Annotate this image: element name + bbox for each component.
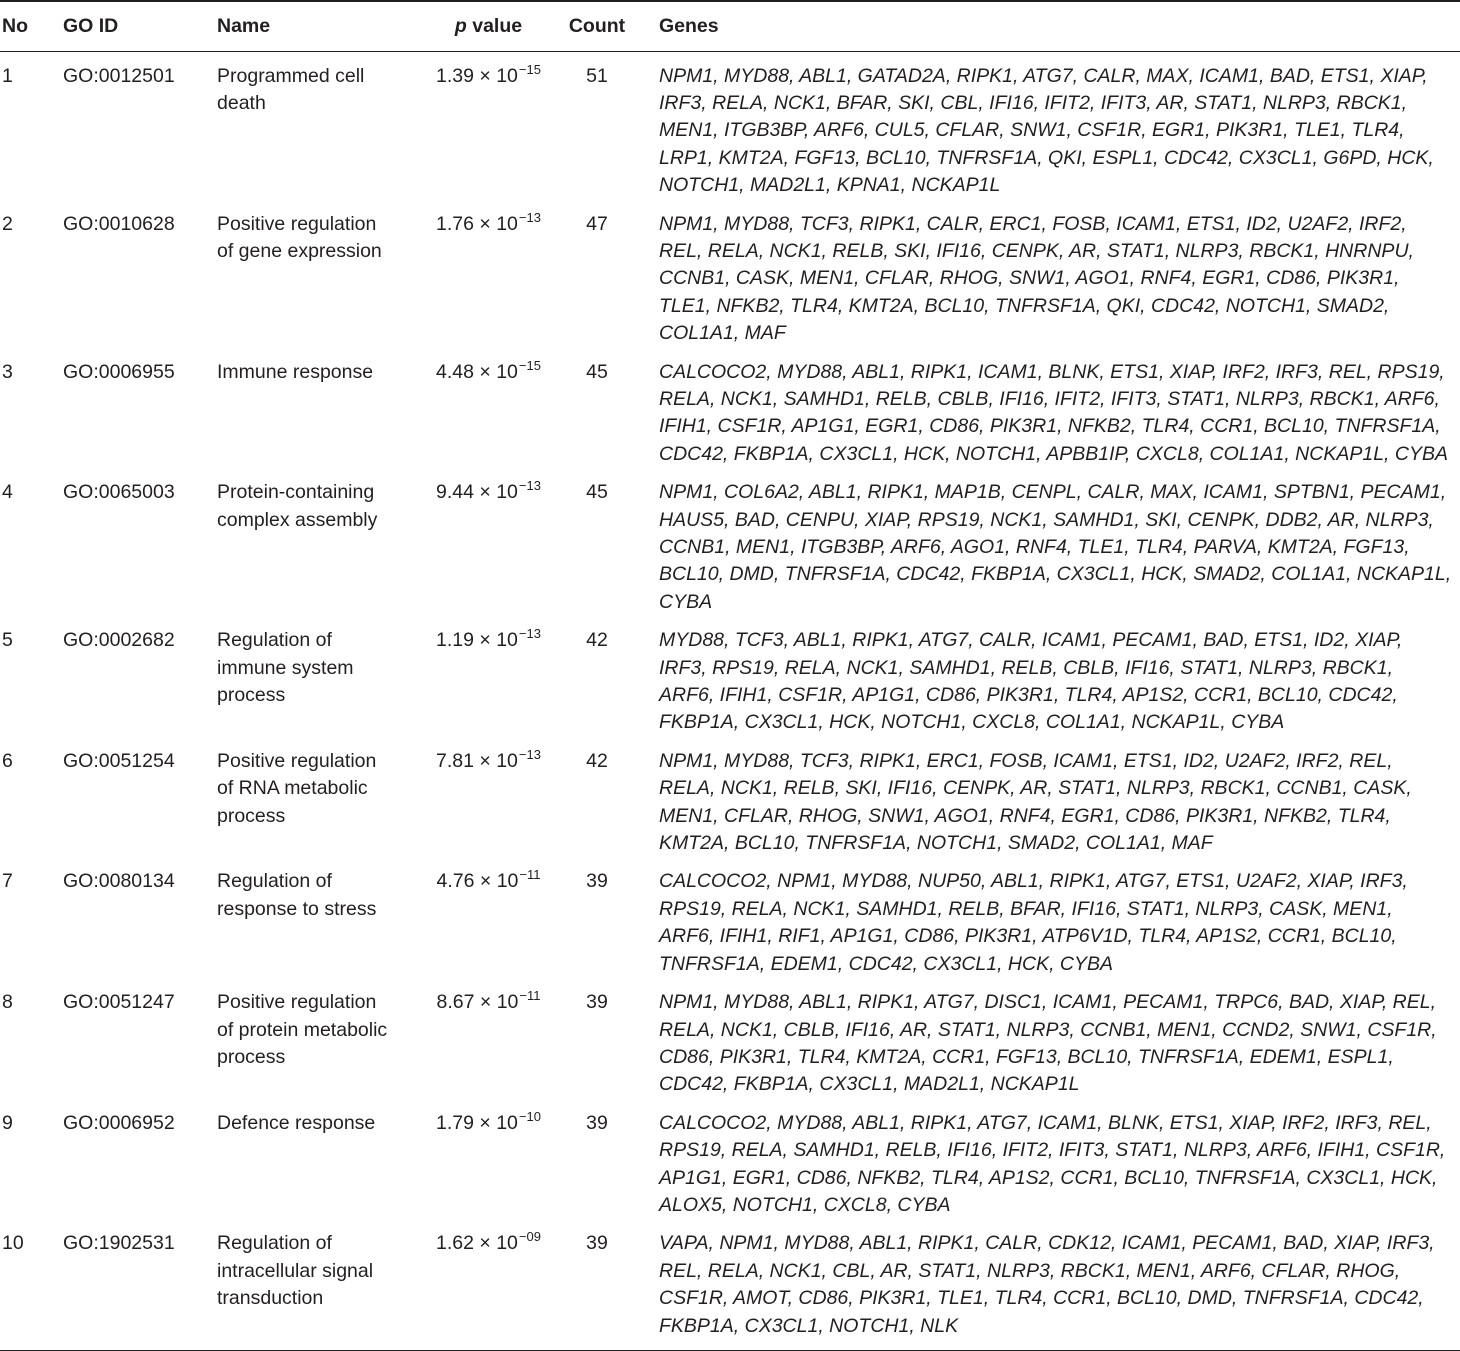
cell-no: 6 <box>2 749 13 772</box>
p-mantissa: 1.62 × 10 <box>436 1232 518 1255</box>
header-no: No <box>0 1 63 51</box>
cell-genes: NPM1, MYD88, TCF3, RIPK1, CALR, ERC1, FOSB, ICAM1, ETS1, ID2, U2AF2, IRF2, REL, RELA, NCK1, RELB, SKI, IFI16, CENPK, AR, STAT1, NLRP3, RBCK1, HNRNPU, CCNB1, CASK, MEN1, CFLAR, RHOG, SNW1, AGO1, RNF4, EGR1, CD86, PIK3R1, TLE1, NFKB2, TLR4, KMT2A, BCL10, TNFRSF1A, QKI, CDC42, NOTCH1, SMAD2, COL1A1, MAF <box>659 212 1414 345</box>
cell-no: 10 <box>0 1219 63 1350</box>
cell-p-value <box>412 616 557 737</box>
table-row <box>0 616 1460 737</box>
p-mantissa: 1.39 × 10 <box>436 64 518 87</box>
cell-genes: CALCOCO2, NPM1, MYD88, NUP50, ABL1, RIPK1, ATG7, ETS1, U2AF2, XIAP, IRF3, RPS19, RELA, NCK1, SAMHD1, RELB, BFAR, IFI16, STAT1, NLRP3, CASK, MEN1, ARF6, IFIH1, RIF1, AP1G1, CD86, PIK3R1, ATP6V1D, TLR4, AP1S2, CCR1, BCL10, TNFRSF1A, EDEM1, CDC42, CX3CL1, HCK, CYBA <box>659 870 1408 975</box>
cell-go-id: GO:1902531 <box>63 1219 217 1350</box>
table-header <box>0 1 1460 51</box>
p-exponent: −09 <box>518 1229 541 1245</box>
p-exponent: −10 <box>518 1108 541 1124</box>
p-exponent: −13 <box>518 478 541 494</box>
cell-genes: NPM1, COL6A2, ABL1, RIPK1, MAP1B, CENPL, CALR, MAX, ICAM1, SPTBN1, PECAM1, HAUS5, BAD, CENPU, XIAP, RPS19, NCK1, SAMHD1, SKI, CENPK, DDB2, AR, NLRP3, CCNB1, MEN1, ITGB3BP, ARF6, AGO1, RNF4, TLE1, TLR4, PARVA, KMT2A, FGF13, BCL10, DMD, TNFRSF1A, CDC42, FKBP1A, CX3CL1, HCK, SMAD2, COL1A1, NCKAP1L, CYBA <box>659 481 1452 613</box>
table-row <box>0 737 1460 858</box>
header-name: Name <box>217 1 412 51</box>
p-mantissa: 7.81 × 10 <box>436 749 518 772</box>
cell-no: 3 <box>2 360 13 383</box>
cell-name: Positive regulation of gene expression <box>217 212 382 262</box>
cell-genes: NPM1, MYD88, ABL1, GATAD2A, RIPK1, ATG7, CALR, MAX, ICAM1, BAD, ETS1, XIAP, IRF3, RELA, NCK1, BFAR, SKI, CBL, IFI16, IFIT2, IFIT3, AR, STAT1, NLRP3, RBCK1, MEN1, ITGB3BP, ARF6, CUL5, CFLAR, SNW1, CSF1R, EGR1, PIK3R1, TLE1, TLR4, LRP1, KMT2A, FGF13, BCL10, TNFRSF1A, QKI, ESPL1, CDC42, CX3CL1, G6PD, HCK, NOTCH1, MAD2L1, KPNA1, NCKAP1L <box>659 64 1434 197</box>
cell-no: 5 <box>2 629 13 652</box>
cell-no: 4 <box>2 481 13 504</box>
cell-go-id: GO:0051247 <box>63 991 175 1014</box>
p-exponent: −11 <box>519 988 541 1004</box>
cell-p-value <box>412 1099 557 1220</box>
cell-go-id: GO:0012501 <box>63 64 175 87</box>
header-row <box>0 1 1460 51</box>
cell-p-value <box>412 857 557 978</box>
header-p-rest: value <box>466 14 523 37</box>
cell-no: 1 <box>2 64 13 87</box>
cell-count: 51 <box>586 64 608 87</box>
p-exponent: −13 <box>518 746 541 762</box>
cell-genes: VAPA, NPM1, MYD88, ABL1, RIPK1, CALR, CDK12, ICAM1, PECAM1, BAD, XIAP, IRF3, REL, RELA, NCK1, CBL, AR, STAT1, NLRP3, RBCK1, MEN1, ARF6, CFLAR, RHOG, CSF1R, AMOT, CD86, PIK3R1, TLE1, TLR4, CCR1, BCL10, DMD, TNFRSF1A, CDC42, FKBP1A, CX3CL1, NOTCH1, NLK <box>649 1219 1460 1350</box>
cell-genes: CALCOCO2, MYD88, ABL1, RIPK1, ICAM1, BLNK, ETS1, XIAP, IRF2, IRF3, REL, RPS19, RELA, NCK1, SAMHD1, RELB, CBLB, IFI16, IFIT2, IFIT3, STAT1, NLRP3, RBCK1, ARF6, IFIH1, CSF1R, AP1G1, EGR1, CD86, PIK3R1, NFKB2, TLR4, CCR1, BCL10, TNFRSF1A, CDC42, FKBP1A, CX3CL1, HCK, NOTCH1, APBB1IP, CXCL8, COL1A1, NCKAP1L, CYBA <box>659 360 1448 465</box>
cell-count: 39 <box>586 870 608 893</box>
p-exponent: −15 <box>518 61 541 77</box>
cell-name: Regulation of response to stress <box>217 870 377 920</box>
cell-name: Defence response <box>217 1111 376 1134</box>
cell-genes: NPM1, MYD88, ABL1, RIPK1, ATG7, DISC1, ICAM1, PECAM1, TRPC6, BAD, XIAP, REL, RELA, NCK1, CBLB, IFI16, AR, STAT1, NLRP3, CCNB1, MEN1, CCND2, SNW1, CSF1R, CD86, PIK3R1, TLR4, KMT2A, CCR1, FGF13, BCL10, TNFRSF1A, EDEM1, ESPL1, CDC42, FKBP1A, CX3CL1, MAD2L1, NCKAP1L <box>659 991 1437 1096</box>
table-row <box>0 857 1460 978</box>
cell-count: 45 <box>586 481 608 504</box>
p-mantissa: 4.48 × 10 <box>436 360 518 383</box>
cell-go-id: GO:0002682 <box>63 629 175 652</box>
table-row <box>0 1099 1460 1220</box>
header-go-id: GO ID <box>63 1 217 51</box>
cell-genes: CALCOCO2, MYD88, ABL1, RIPK1, ATG7, ICAM1, BLNK, ETS1, XIAP, IRF2, IRF3, REL, RPS19, RELA, SAMHD1, RELB, IFI16, IFIT2, IFIT3, STAT1, NLRP3, ARF6, IFIH1, CSF1R, AP1G1, EGR1, CD86, NFKB2, TLR4, AP1S2, CCR1, BCL10, TNFRSF1A, CX3CL1, HCK, ALOX5, NOTCH1, CXCL8, CYBA <box>659 1111 1446 1216</box>
cell-name: Regulation of immune system process <box>217 629 354 707</box>
cell-name: Positive regulation of protein metabolic process <box>217 991 388 1068</box>
cell-p-value <box>412 737 557 858</box>
cell-count: 39 <box>586 1111 608 1134</box>
cell-genes: NPM1, MYD88, TCF3, RIPK1, ERC1, FOSB, ICAM1, ETS1, ID2, U2AF2, IRF2, REL, RELA, NCK1, RELB, SKI, IFI16, CENPK, AR, STAT1, NLRP3, RBCK1, CCNB1, CASK, MEN1, CFLAR, RHOG, SNW1, AGO1, RNF4, EGR1, CD86, PIK3R1, NFKB2, TLR4, KMT2A, BCL10, TNFRSF1A, NOTCH1, SMAD2, COL1A1, MAF <box>659 749 1412 855</box>
cell-name: Immune response <box>217 360 374 383</box>
p-exponent: −13 <box>518 626 541 642</box>
table-row <box>0 468 1460 616</box>
cell-p-value <box>412 348 557 469</box>
header-genes: Genes <box>649 1 1460 51</box>
cell-count: 45 <box>586 360 608 383</box>
cell-count: 39 <box>557 1219 649 1350</box>
table-row <box>0 1219 1460 1350</box>
cell-no: 9 <box>2 1111 13 1134</box>
p-mantissa: 1.76 × 10 <box>436 212 518 235</box>
p-exponent: −15 <box>518 357 541 373</box>
cell-go-id: GO:0010628 <box>63 212 175 235</box>
table-body <box>0 51 1460 1350</box>
cell-p-value <box>412 468 557 616</box>
cell-count: 47 <box>586 212 608 235</box>
header-count: Count <box>557 1 649 51</box>
cell-count: 42 <box>586 749 608 772</box>
cell-go-id: GO:0065003 <box>63 481 175 504</box>
cell-p-value <box>412 200 557 348</box>
cell-count: 39 <box>586 991 608 1014</box>
cell-name: Protein-containing complex assembly <box>217 481 378 531</box>
cell-genes: MYD88, TCF3, ABL1, RIPK1, ATG7, CALR, ICAM1, PECAM1, BAD, ETS1, ID2, XIAP, IRF3, RPS19, RELA, NCK1, SAMHD1, RELB, CBLB, IFI16, STAT1, NLRP3, RBCK1, ARF6, IFIH1, CSF1R, AP1G1, CD86, PIK3R1, TLR4, AP1S2, CCR1, BCL10, CDC42, FKBP1A, CX3CL1, HCK, NOTCH1, CXCL8, COL1A1, NCKAP1L, CYBA <box>659 629 1403 734</box>
cell-no: 2 <box>2 212 13 235</box>
p-mantissa: 1.79 × 10 <box>436 1111 518 1134</box>
cell-go-id: GO:0006952 <box>63 1111 175 1134</box>
p-mantissa: 4.76 × 10 <box>436 870 519 893</box>
header-p-value <box>412 1 557 51</box>
cell-go-id: GO:0051254 <box>63 749 175 772</box>
p-exponent: −13 <box>518 209 541 225</box>
cell-name: Regulation of intracellular signal transduction <box>217 1219 412 1350</box>
cell-go-id: GO:0080134 <box>63 870 175 893</box>
p-mantissa: 9.44 × 10 <box>436 481 518 504</box>
cell-p-value <box>412 978 557 1099</box>
header-p-italic: p <box>454 14 467 37</box>
cell-no: 7 <box>2 870 13 893</box>
p-mantissa: 8.67 × 10 <box>436 991 519 1014</box>
table-row <box>0 200 1460 348</box>
cell-p-value <box>412 51 557 200</box>
cell-go-id: GO:0006955 <box>63 360 175 383</box>
cell-name: Programmed cell death <box>217 64 365 114</box>
table-row <box>0 348 1460 469</box>
table-row <box>0 978 1460 1099</box>
p-mantissa: 1.19 × 10 <box>436 629 518 652</box>
cell-count: 42 <box>586 629 608 652</box>
cell-no: 8 <box>2 991 13 1014</box>
cell-name: Positive regulation of RNA metabolic process <box>217 749 377 827</box>
p-exponent: −11 <box>519 867 541 883</box>
table-row <box>0 51 1460 200</box>
cell-p-value <box>412 1219 557 1350</box>
